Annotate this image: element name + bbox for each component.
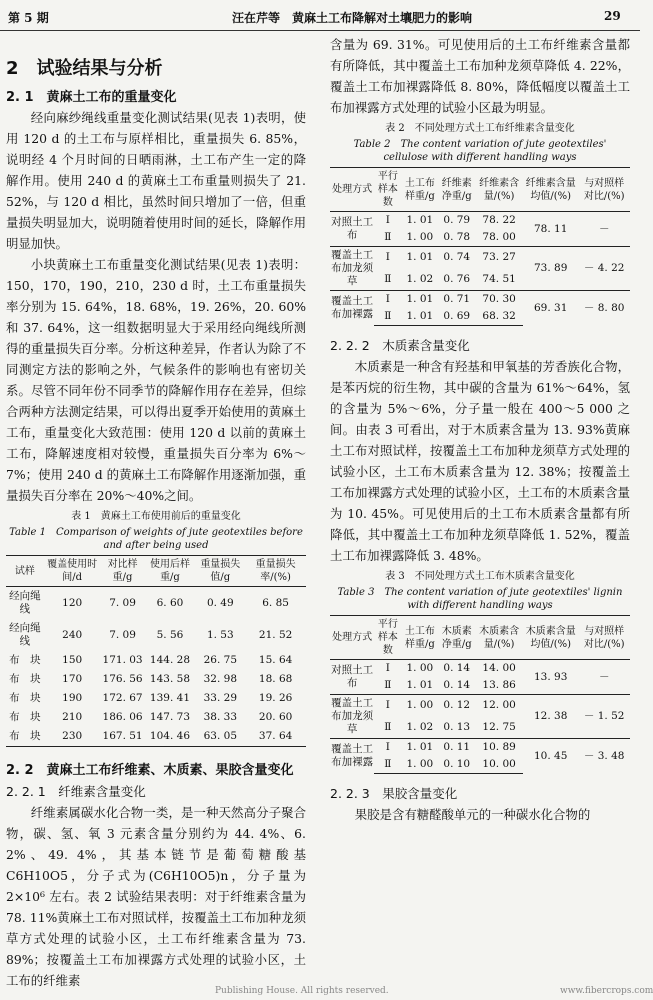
diff-value: － 8. 80 <box>583 301 625 314</box>
table-row <box>6 651 306 670</box>
table-cell: 104. 46 <box>145 727 196 747</box>
table-cell: 144. 28 <box>149 654 190 666</box>
table-row <box>6 670 306 689</box>
table-header-cell: 木质素含量/(%) <box>475 616 523 660</box>
table-cell: 经向绳线 <box>9 590 41 615</box>
table-cell: Ⅱ <box>374 269 401 291</box>
table-header-cell: 重量损失值/g <box>195 556 245 587</box>
table-header-cell: 与对照样对比/(%) <box>578 616 630 660</box>
table-cell: 74. 51 <box>475 269 523 291</box>
footer-site: www.fibercrops.com <box>560 986 653 996</box>
mean-value: 78. 11 <box>523 212 578 247</box>
table-cell: 21. 52 <box>258 628 293 641</box>
diff-value: － 3. 48 <box>583 749 625 762</box>
table-cell: Ⅰ <box>385 214 390 226</box>
mean-value: 73. 89 <box>523 247 578 291</box>
subsubsection-heading: 2. 2. 2 木质素含量变化 <box>330 338 470 353</box>
table-header-cell: 木质素含量均值/(%) <box>523 616 578 660</box>
table-cell: 171. 03 <box>102 654 143 666</box>
table-header-cell: 重量损失率/(%) <box>245 556 306 587</box>
table-cell: 7. 09 <box>109 628 136 641</box>
table-row <box>330 695 630 717</box>
table-cell: 0. 10 <box>438 756 475 774</box>
table-cell: 230 <box>44 727 101 747</box>
table-cell: 0. 14 <box>438 677 475 695</box>
table-cell: 1. 01 <box>406 293 434 305</box>
table-caption-en: Table 3 The content variation of jute geotextiles' lignin with different handling ways <box>337 587 623 611</box>
table-cell: 0. 14 <box>443 662 471 674</box>
table-cell: 78. 22 <box>482 214 516 226</box>
mean-value: 10. 45 <box>534 749 568 762</box>
table-header-cell: 土工布样重/g <box>401 168 438 212</box>
table-cell: 143. 58 <box>149 673 190 685</box>
table-cell: Ⅱ <box>374 756 401 774</box>
table-cell: Ⅰ <box>385 662 390 674</box>
table-cell: 38. 33 <box>203 711 238 723</box>
table-cell: 167. 51 <box>101 727 145 747</box>
table-cell: 10. 89 <box>482 741 516 753</box>
table-cell: 1. 01 <box>406 741 434 753</box>
table-cell: 1. 00 <box>406 699 434 712</box>
table-cell: 1. 01 <box>406 214 434 226</box>
mean-value: 13. 93 <box>523 660 578 695</box>
table-cell: 0. 13 <box>438 717 475 739</box>
table-cell: 190 <box>62 692 83 704</box>
table-cell: 1. 53 <box>206 628 234 641</box>
paragraph: 经向麻纱绳线重量变化测试结果(见表 1)表明，使用 120 d 的土工布与原样相比，重量损失 6. 85%，说明经 4 个月时间的日晒雨淋，土工布产生一定的降解作用。使用 240 d 的黄麻土工布重量则损失了 21. 52%，与 120 d 相比，虽然时间只增加了一倍，但重量损失明显加大，说明随着使用时间的延长，降解作用明显加快。 <box>6 110 306 251</box>
paragraph: 含量为 69. 31%。可见使用后的土工布纤维素含量都有所降低，其中覆盖土工布加种龙须草降低 4. 22%，覆盖土工布加裸露降低 8. 80%，降低幅度以覆盖土工布加裸露方式处理的试验小区最为明显。 <box>330 37 630 115</box>
table-cell: 20. 60 <box>258 711 293 723</box>
table-cell: 0. 79 <box>443 214 471 226</box>
table-cell: 1. 00 <box>406 662 434 674</box>
table-cell: 布 块 <box>9 711 41 723</box>
table-cell: 10. 00 <box>475 756 523 774</box>
table-cell: 70. 30 <box>482 293 516 305</box>
table-header-cell: 平行样本数 <box>374 168 401 212</box>
mean-value: 12. 38 <box>523 695 578 739</box>
diff-value: － 4. 22 <box>578 247 630 291</box>
table-cell: 6. 85 <box>262 596 289 609</box>
paragraph: 木质素是一种含有羟基和甲氧基的芳香族化合物，是苯丙烷的衍生物，其中碳的含量为 61%～64%，氢的含量为 5%～6%，分子量一般在 400～5 000 之间。由表 3 可看出，对于木质素含量为 13. 93%黄麻土工布对照试样，按覆盖土工布加种龙须草方式处理的试验小区，土工布木质素含量为 12. 38%；按覆盖土工布加裸露方式处理的试验小区，土工布的木质素含量为 10. 45%。可见使用后的土工布木质素含量都有所降低，其中覆盖土工布加种龙须草降低 1. 52%，覆盖土工布加裸露降低 3. 48%。 <box>330 359 630 563</box>
diff-value: － 1. 52 <box>578 695 630 739</box>
table-cell: 78. 00 <box>475 229 523 247</box>
table-cell: 布 块 <box>6 727 44 747</box>
table-row <box>330 291 630 309</box>
table-header-cell: 纤维素净重/g <box>438 168 475 212</box>
treatment-name: 对照土工布 <box>330 212 374 247</box>
table-cell: 布 块 <box>9 673 41 685</box>
running-title: 汪在芹等 黄麻土工布降解对土壤肥力的影响 <box>232 11 473 25</box>
table-header-cell: 纤维素含量均值/(%) <box>523 168 578 212</box>
table-cell: 0. 12 <box>443 699 471 712</box>
subsection-heading: 2. 2 黄麻土工布纤维素、木质素、果胶含量变化 <box>6 763 294 778</box>
table-cell: 15. 64 <box>258 654 293 666</box>
table-row <box>6 689 306 708</box>
table-cell: 布 块 <box>9 692 41 704</box>
table-cell: 1. 00 <box>401 229 438 247</box>
table-caption: 表 1 黄麻土工布使用前后的重量变化 <box>71 511 241 522</box>
table-cell: 210 <box>62 711 83 723</box>
table-cell: 0. 49 <box>206 596 234 609</box>
table-cell: 1. 01 <box>401 677 438 695</box>
lignin-table <box>330 615 630 774</box>
table-cell: 73. 27 <box>482 251 516 264</box>
cellulose-table <box>330 167 630 326</box>
table-cell: Ⅰ <box>385 251 390 264</box>
table-cell: 13. 86 <box>475 677 523 695</box>
treatment-name: 覆盖土工布加龙须草 <box>330 247 374 291</box>
treatment-name: 覆盖土工布加裸露 <box>331 295 374 321</box>
table-cell: 37. 64 <box>245 727 306 747</box>
subsubsection-heading: 2. 2. 3 果胶含量变化 <box>330 786 458 801</box>
treatment-name: 覆盖土工布加龙须草 <box>330 695 374 739</box>
table-cell: 0. 11 <box>443 741 471 753</box>
subsection-heading: 2. 1 黄麻土工布的重量变化 <box>6 90 177 105</box>
subsubsection-heading: 2. 2. 1 纤维素含量变化 <box>6 784 146 799</box>
table-cell: Ⅰ <box>385 699 390 712</box>
paragraph: 小块黄麻土工布重量变化测试结果(见表 1)表明：150，170，190，210，230 d 时，土工布重量损失率分别为 15. 64%，18. 68%，19. 26%，20. 60%和 37. 64%，这一组数据明显大于采用经向绳线所测得的重量损失百分率。分析这种差异，作者认为除了不同测定方法的影响之外，气候条件的影响也有密切关系。尽管不同年份不同季节的降解作用存在差异，但综合两种方法测定结果，可以得出夏季开始使用的黄麻土工布，重量变化大致范围：使用 120 d 以前的黄麻土工布，降解速度相对较慢，重量损失百分率为 6%～7%；使用 240 d 的黄麻土工布降解作用逐渐加强，重量损失百分率在 20%～40%之间。 <box>6 257 306 503</box>
table-cell: 120 <box>62 596 83 609</box>
table-cell: 0. 71 <box>443 293 471 305</box>
table-cell: 186. 06 <box>102 711 143 723</box>
table-row <box>6 727 306 747</box>
table-row <box>330 247 630 269</box>
table-cell: 12. 75 <box>475 717 523 739</box>
table-cell: 0. 78 <box>438 229 475 247</box>
treatment-name: 覆盖土工布加裸露 <box>331 743 374 769</box>
running-header <box>0 0 640 31</box>
table-cell: 150 <box>62 654 83 666</box>
table-row <box>6 619 306 651</box>
table-cell: 18. 68 <box>258 673 293 685</box>
table-header-cell: 处理方式 <box>330 168 374 212</box>
table-cell: 176. 56 <box>102 673 143 685</box>
table-cell: 63. 05 <box>195 727 245 747</box>
table-cell: Ⅰ <box>385 741 390 753</box>
table-header-cell: 处理方式 <box>330 616 374 660</box>
paragraph: 果胶是含有糖醛酸单元的一种碳水化合物的 <box>354 807 591 822</box>
table-header-cell: 试样 <box>6 556 44 587</box>
table-cell: Ⅱ <box>374 229 401 247</box>
table-header-cell: 纤维素含量/(%) <box>475 168 523 212</box>
table-cell: 14. 00 <box>482 662 516 674</box>
table-cell: 5. 56 <box>156 628 184 641</box>
table-caption-en: Table 1 Comparison of weights of jute geotextiles before and after being used <box>9 527 303 551</box>
table-cell: 6. 60 <box>156 596 184 609</box>
table-cell: 布 块 <box>9 654 41 666</box>
table-cell: 1. 02 <box>401 717 438 739</box>
table-cell: Ⅱ <box>374 308 401 326</box>
table-header-cell: 与对照样对比/(%) <box>578 168 630 212</box>
table-cell: Ⅱ <box>374 717 401 739</box>
table-caption: 表 3 不同处理方式土工布木质素含量变化 <box>385 571 575 582</box>
left-column <box>6 34 306 991</box>
table-cell: 240 <box>62 628 83 641</box>
right-column <box>330 34 630 825</box>
table-cell: 19. 26 <box>258 692 293 704</box>
table-cell: 0. 69 <box>438 308 475 326</box>
table-cell: 7. 09 <box>109 596 136 609</box>
page-number: 29 <box>604 9 621 23</box>
table-header-cell: 覆盖使用时间/d <box>44 556 101 587</box>
footer-publisher: Publishing House. All rights reserved. <box>215 986 389 996</box>
table-cell: 1. 01 <box>406 251 434 264</box>
table-cell: Ⅱ <box>374 677 401 695</box>
table-cell: 32. 98 <box>203 673 238 685</box>
table-cell: 1. 02 <box>401 269 438 291</box>
table-cell: 139. 41 <box>149 692 190 704</box>
table-cell: 147. 73 <box>149 711 190 723</box>
table-cell: 170 <box>62 673 83 685</box>
table-caption: 表 2 不同处理方式土工布纤维素含量变化 <box>385 123 575 134</box>
section-heading: 2 试验结果与分析 <box>6 58 163 79</box>
table-header-cell: 平行样本数 <box>374 616 401 660</box>
mean-value: 69. 31 <box>534 301 568 314</box>
table-header-cell: 土工布样重/g <box>401 616 438 660</box>
table-row <box>6 587 306 620</box>
issue-number: 第 5 期 <box>8 11 49 25</box>
table-header-cell: 木质素净重/g <box>438 616 475 660</box>
diff-value: － <box>578 212 630 247</box>
table-cell: 12. 00 <box>482 699 516 712</box>
table-cell: 1. 01 <box>401 308 438 326</box>
weight-table <box>6 555 306 747</box>
table-caption-en: Table 2 The content variation of jute geotextiles' cellulose with different handling ways <box>353 139 607 163</box>
table-cell: 0. 76 <box>438 269 475 291</box>
table-header-cell: 使用后样重/g <box>145 556 196 587</box>
table-row <box>330 739 630 757</box>
table-row <box>6 708 306 727</box>
treatment-name: 对照土工布 <box>330 660 374 695</box>
table-cell: 68. 32 <box>475 308 523 326</box>
table-cell: 经向绳线 <box>9 622 41 647</box>
diff-value: － <box>578 660 630 695</box>
paragraph: 纤维素属碳水化合物一类，是一种天然高分子聚合物，碳、氢、氧 3 元素含量分别约为 44. 4%、6. 2%、49. 4%，其基本链节是葡萄糖酸基 C6H10O5，分子式为(C6H10O5)n，分子量为 2×10⁶ 左右。表 2 试验结果表明：对于纤维素含量为 78. 11%黄麻土工布对照试样，按覆盖土工布加种龙须草方式处理的试验小区，土工布纤维素含量为 73. 89%；按覆盖土工布加裸露方式处理的试验小区，土工布的纤维素 <box>6 805 306 988</box>
table-cell: 26. 75 <box>203 654 238 666</box>
table-cell: 0. 74 <box>443 251 471 264</box>
table-row <box>330 212 630 230</box>
table-cell: Ⅰ <box>385 293 390 305</box>
table-cell: 172. 67 <box>102 692 143 704</box>
table-header-cell: 对比样重/g <box>101 556 145 587</box>
table-row <box>330 660 630 678</box>
table-cell: 1. 00 <box>401 756 438 774</box>
table-cell: 33. 29 <box>203 692 238 704</box>
